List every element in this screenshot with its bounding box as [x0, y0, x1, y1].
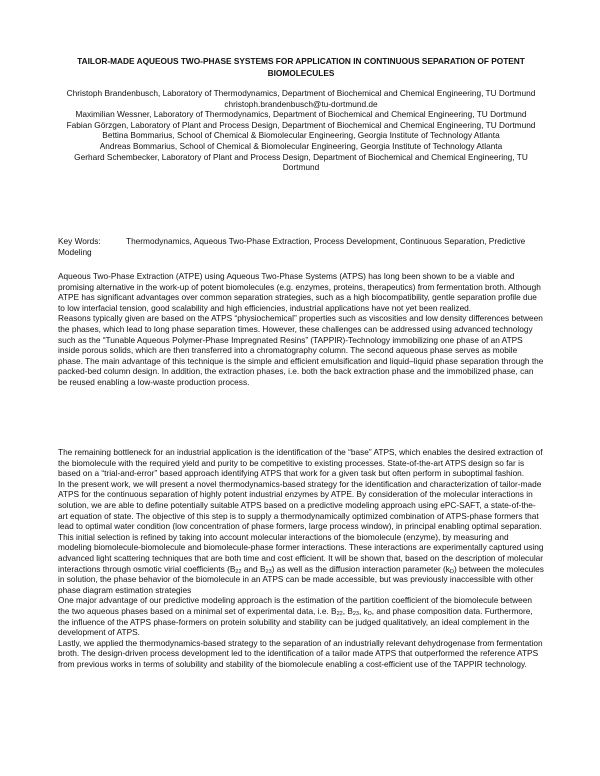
author-email: christoph.brandenbusch@tu-dortmund.de	[224, 98, 378, 109]
author-wessner: Maximilian Wessner, Laboratory of Thermodynamics, Department of Biochemical and Chemical Engineering, TU Dortmund	[75, 109, 527, 120]
author-block	[58, 88, 544, 173]
keywords-text: Thermodynamics, Aqueous Two-Phase Extraction, Process Development, Continuous Separation, Predictive Modeling	[58, 236, 526, 257]
keywords-label: Key Words:	[58, 236, 101, 246]
paragraph: Reasons typically given are based on the ATPS “physiochemical” properties such as viscosities and low density differences between the phases, which lead to long phase separation times. However, these challenges can be addressed using advanced technology such as the “Tunable Aqueous Polymer-Phase Impregnated Resins” (TAPPIR)-Technology immobilizing one phase of an ATPS inside porous solids, which are then transferred into a chromatography column. The second aqueous phase serves as mobile phase. The main advantage of this technique is the simple and efficient emulsification and liquid–liquid phase separation through the packed-bed column design. In addition, the extraction phases, i.e. both the back extraction phase and the immobilized phase, can be reused enabling a low-waste production process.	[58, 313, 544, 387]
author-brandenbusch: Christoph Brandenbusch, Laboratory of Thermodynamics, Department of Biochemical and Chemical Engineering, TU Dortmund	[66, 88, 536, 98]
paragraph: The remaining bottleneck for an industrial application is the identification of the “base” ATPS, which enables the desired extraction of the biomolecule with the required yield and purity to be competitive to existing processes. State-of-the-art ATPS design so far is based on a “trial-and-error” based approach identifying ATPS that work for a given task but often perform in suboptimal fashion.	[58, 447, 543, 479]
abstract-section-2	[58, 447, 544, 669]
keywords-line	[58, 236, 544, 257]
paragraph: In the present work, we will present a novel thermodynamics-based strategy for the identification and characterization of tailor-made ATPS for the continuous separation of highly potent industrial enzymes by ATPE. By consideration of the molecular interactions in solution, we are able to define potentially suitable ATPS based on a predictive modeling approach using ePC-SAFT, a state-of-the-art equation of state. The objective of this step is to supply a thermodynamically optimized combination of ATPS-phase formers that lead to optimal water condition (low concentration of phase formers, large process window), in principal enabling optimal separation. This initial selection is refined by taking into account molecular interactions of the biomolecule (enzyme), by measuring and modeling biomolecule-biomolecule and biomolecule-phase former interactions. These interactions are experimentally captured using advanced light scattering techniques that are both time and cost efficient. It will be shown that, based on the description of molecular interactions through osmotic virial coefficients ($B_{22}$ and $B_{23}$) as well as the diffusion interaction parameter $(k_D)$ between the molecules in solution, the phase behavior of the biomolecule in an ATPS can be made accessible, but was previously inaccessible with other phase diagram estimation strategies	[58, 478, 544, 595]
author-b-bommarius: Bettina Bommarius, School of Chemical & Biomolecular Engineering, Georgia Institute of Technology Atlanta	[102, 130, 500, 141]
paragraph: Lastly, we applied the thermodynamics-based strategy to the separation of an industrially relevant dehydrogenase from fermentation broth. The design-driven process development led to the identification of a tailor made ATPS that outperformed the reference ATPS from previous works in terms of solubility and stability of the biomolecule enabling a cost-efficient use of the TAPPIR technology.	[58, 637, 543, 669]
paragraph: One major advantage of our predictive modeling approach is the estimation of the partition coefficient of the biomolecule between the two aqueous phases based on a minimal set of experimental data, i.e. $B_{22}$, $B_{23}$, $k_D$, and phase composition data. Furthermore, the influence of the ATPS phase-formers on protein solubility and stability can be judged qualitatively, an ideal complement in the development of ATPS.	[58, 595, 533, 638]
author-a-bommarius: Andreas Bommarius, School of Chemical & Biomolecular Engineering, Georgia Institute of Technology Atlanta	[99, 140, 503, 151]
abstract-section-1	[58, 271, 544, 388]
paragraph: Aqueous Two-Phase Extraction (ATPE) using Aqueous Two-Phase Systems (ATPS) has long been shown to be a viable and promising alternative in the work-up of potent biomolecules (e.g. enzymes, proteins, therapeutics) from fermentation broth. Although ATPE has significant advantages over common separation strategies, such as a high biocompatibility, gentle separation profile due to low interfacial tension, good scalability and high efficiencies, industrial applications have not yet been realized.	[58, 271, 541, 313]
paper-title: TAILOR-MADE AQUEOUS TWO-PHASE SYSTEMS FOR APPLICATION IN CONTINUOUS SEPARATION OF POTENT BIOMOLECULES	[77, 56, 525, 78]
author-goerzgen: Fabian Görzgen, Laboratory of Plant and Process Design, Department of Biochemical and Chemical Engineering, TU Dortmund	[66, 119, 536, 130]
author-schembecker: Gerhard Schembecker, Laboratory of Plant and Process Design, Department of Biochemical and Chemical Engineering, TU Dortmund	[74, 151, 528, 173]
